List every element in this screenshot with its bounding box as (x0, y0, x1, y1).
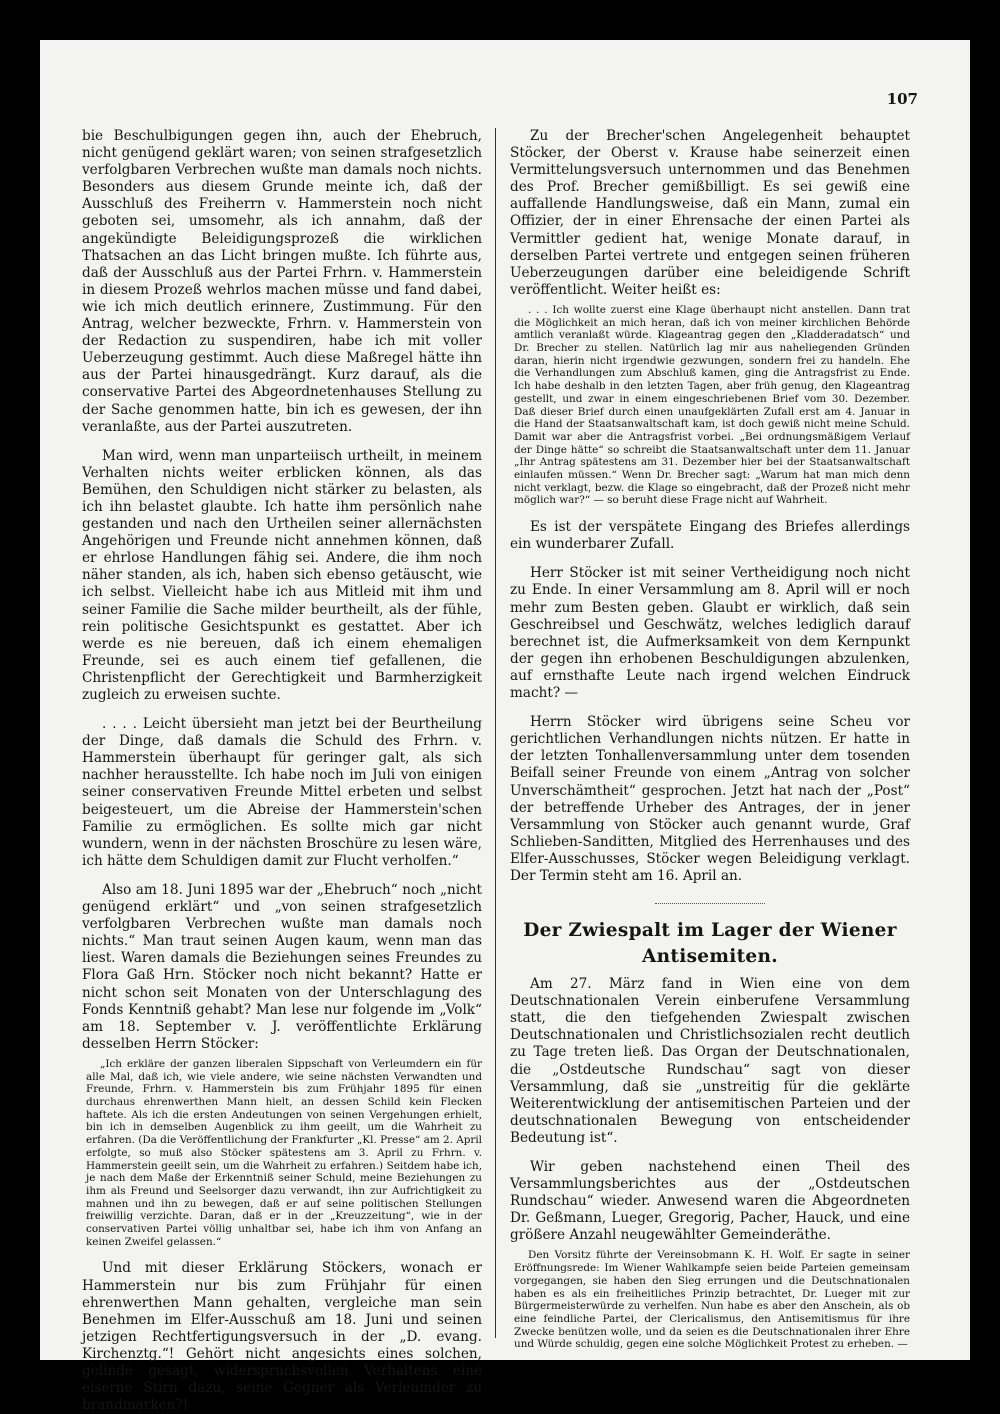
paragraph: Also am 18. Juni 1895 war der „Ehebruch“ noch „nicht genügend erklärt“ und „von seinen strafgesetzlich verfolgbaren Verbrechen wußte man damals noch nichts.“ Man traut seinen Augen kaum, wenn man das liest. Waren damals die Beziehungen seines Freundes zu Flora Gaß Hrn. Stöcker noch nicht bekannt? Hatte er nicht schon seit Monaten von der Unterschlagung des Fonds Kenntniß gehabt? Man lese nur folgende im „Volk“ am 18. September v. J. veröffentlichte Erklärung desselben Herrn Stöcker: (82, 881, 482, 1052)
quoted-statement: . . . Ich wollte zuerst eine Klage überhaupt nicht anstellen. Dann trat die Möglichkeit an mich heran, daß ich von meiner kirchlichen Behörde amtlich veranlaßt würde. Klageantrag gegen den „Kladderadatsch“ und Dr. Brecher zu stellen. Natürlich lag mir aus naheliegenden Gründen daran, hierin nicht irgendwie gezwungen, sondern frei zu handeln. Ehe die Verhandlungen zum Abschluß kamen, ging die Antragsfrist zu Ende. Ich habe deshalb in den letzten Tagen, aber früh genug, den Klageantrag gestellt, und zwar in einem eingeschriebenen Brief vom 30. Dezember. Daß dieser Brief durch einen unaufgeklärten Zufall erst am 4. Januar in die Hand der Staatsanwaltschaft kam, ist doch gewiß nicht meine Schuld. Damit war aber die Antragsfrist vorbei. „Bei ordnungsmäßigem Verlauf der Dinge hätte“ so schreibt die Staatsanwaltschaft unter dem 11. Januar „Ihr Antrag spätestens am 31. Dezember hier bei der Staatsanwaltschaft einlaufen müssen.“ Wenn Dr. Brecher sagt: „Warum hat man mich denn nicht verklagt, bezw. die Klage so eingebracht, daß der Prozeß nicht mehr möglich war?“ — so beruht diese Frage nicht auf Wahrheit. (514, 303, 910, 507)
paragraph: bie Beschulbigungen gegen ihn, auch der Ehebruch, nicht genügend geklärt waren; von seinen strafgesetzlich verfolgbaren Verbrechen wußte man damals noch nichts. Besonders aus diesem Grunde meinte ich, daß der Ausschluß des Freiherrn v. Hammerstein noch nicht geboten sei, umsomehr, als ich annahm, daß der angekündigte Beleidigungsprozeß die wirklichen Thatsachen an das Licht bringen mußte. Ich führte aus, daß der Ausschluß aus der Partei Frhrn. v. Hammerstein in diesem Prozeß wehrlos machen müsse und fand dabei, wie ich mich deutlich erinnere, Zustimmung. Für den Antrag, welcher bezweckte, Frhrn. v. Hammerstein von der Redaction zu suspendiren, habe ich mit voller Ueberzeugung gestimmt. Auch diese Maßregel hätte ihn aus der Partei hinausgedrängt. Kurz darauf, als die conservative Partei des Abgeordnetenhauses Stellung zu der Sache genommen hatte, bin ich es gewesen, der ihn veranlaßte, aus der Partei auszutreten. (82, 128, 482, 435)
paragraph: Man wird, wenn man unparteiisch urtheilt, in meinem Verhalten nichts weiter erblicken können, als das Bemühen, den Schuldigen nicht stärker zu belasten, als ich ihn belastet glaubte. Ich hatte ihm persönlich nahe gestanden und nach den Urtheilen seiner allernächsten Angehörigen und Freunde nicht annehmen können, daß er ehrlose Handlungen fähig sei. Andere, die ihm noch näher standen, als ich, haben sich ebenso getäuscht, wie ich selbst. Vielleicht habe ich aus Mitleid mit ihm und seiner Familie die Sache milder beurtheilt, als der fühle, rein politische Gesichtspunkt es gestattet. Aber ich werde es nie bereuen, daß ich einem ehemaligen Freunde, sei es auch einem tief gefallenen, die Christenpflicht der Gerechtigkeit und Barmherzigkeit zugleich zu erweisen suchte. (82, 447, 482, 703)
quoted-statement: „Ich erkläre der ganzen liberalen Sippschaft von Verleumdern ein für alle Mal, daß ich, wie viele andere, wie seine nächsten Verwandten und Freunde, Frhrn. v. Hammerstein bis zum Frühjahr 1895 für einen durchaus ehrenwerthen Mann hielt, an dessen Schild kein Flecken haftete. Als ich die ersten Andeutungen von seinen Vergehungen erhielt, bin ich in demselben Augenblick zu ihm geeilt, um die Wahrheit zu erfahren. (Da die Veröffentlichung der Frankfurter „Kl. Presse“ am 2. April erfolgte, so muß also Stöcker spätestens am 3. April zu Frhrn. v. Hammerstein geeilt sein, um die Wahrheit zu erfahren.) Seitdem habe ich, je nach dem Maße der Erkenntniß seiner Schuld, meine Beziehungen zu ihm als Freund und Seelsorger dazu verwandt, ihn zur Aufrichtigkeit zu mahnen und ihn zu bewegen, daß er auf seine politischen Stellungen freiwillig verzichte. Daran, daß er in der „Kreuzzeitung“, wie in der conservativen Partei völlig unhaltbar sei, habe ich ihm von Anfang an keinen Zweifel gelassen.“ (86, 1057, 482, 1248)
article-separator (655, 903, 765, 904)
paragraph: Am 27. März fand in Wien eine von dem Deutschnationalen Verein einberufene Versammlung statt, die den tiefgehenden Zwiespalt zwischen Deutschnationalen und Christlichsozialen recht deutlich zu Tage treten ließ. Das Organ der Deutschnationalen, die „Ostdeutsche Rundschau“ sagt von dieser Versammlung, daß sie „unstreitig für die geklärte Weiterentwicklung der antisemitischen Parteien und der deutschnationalen Bewegung von entscheidender Bedeutung ist“. (510, 976, 910, 1146)
page-number: 107 (886, 90, 918, 108)
column-divider (495, 128, 496, 1338)
newspaper-page (40, 40, 970, 1414)
paragraph: Herr Stöcker ist mit seiner Vertheidigung noch nicht zu Ende. In einer Versammlung am 8. April will er noch mehr zum Besten geben. Glaubt er wirklich, daß sein Geschreibsel und Geschwätz, welches lediglich darauf berechnet ist, die Aufmerksamkeit von dem Kernpunkt der gegen ihn erhobenen Beschuldigungen abzulenken, auf ernsthafte Leute nach irgend welchen Eindruck macht? — (510, 565, 910, 702)
paragraph: . . . . Leicht übersieht man jetzt bei der Beurtheilung der Dinge, daß damals die Schuld des Frhrn. v. Hammerstein überhaupt für geringer galt, als sich nachher herausstellte. Ich habe noch im Juli von einigen seiner conservativen Freunde Mittel erbeten und selbst beigesteuert, um die Abreise der Hammerstein'schen Familie zu ermöglichen. Es sollte mich gar nicht wundern, wenn in der nächsten Broschüre zu lesen wäre, ich hätte dem Schuldigen damit zur Flucht verholfen.“ (82, 716, 482, 869)
article-heading: Der Zwiespalt im Lager der Wiener Antisemiten. (523, 920, 897, 968)
paragraph: Es ist der verspätete Eingang des Briefes allerdings ein wunderbarer Zufall. (510, 519, 910, 553)
paragraph: Wir geben nachstehend einen Theil des Versammlungsberichtes aus der „Ostdeutschen Rundschau“ wieder. Anwesend waren die Abgeordneten Dr. Geßmann, Lueger, Gregorig, Pacher, Hauck, und eine größere Anzahl neugewählter Gemeinderäthe. (510, 1159, 910, 1244)
paragraph: Und mit dieser Erklärung Stöckers, wonach er Hammerstein nur bis zum Frühjahr für einen ehrenwerthen Mann gehalten, vergleiche man sein Benehmen im Elfer-Ausschuß am 18. Juni und seinen jetzigen Rechtfertigungsversuch in der „D. evang. Kirchenztg.“! Gehört nicht angesichts eines solchen, gelinde gesagt, widerspruchsvollen Verhaltens eine eiserne Stirn dazu, seine Gegner als Verleumder zu brandmarken?! (82, 1260, 482, 1414)
right-column (510, 128, 910, 1351)
left-column (82, 128, 482, 1414)
quoted-statement: Den Vorsitz führte der Vereinsobmann K. H. Wolf. Er sagte in seiner Eröffnungsrede: Im Wiener Wahlkampfe seien beide Parteien gemeinsam vorgegangen, sie haben den Sieg errungen und die Deutschnationalen haben es als ein freiheitliches Prinzip betrachtet, Dr. Lueger mit zur Bürgermeisterwürde zu verhelfen. Nun habe es aber den Anschein, als ob eine feindliche Partei, der Clericalismus, den Antisemitismus für ihre Zwecke benützen wolle, und da seien es die Deutschnationalen ihrer Ehre und Würde schuldig, gegen eine solche Möglichkeit Protest zu erheben. — (514, 1249, 910, 1351)
paragraph: Herrn Stöcker wird übrigens seine Scheu vor gerichtlichen Verhandlungen nichts nützen. Er hatte in der letzten Tonhallenversammlung unter dem tosenden Beifall seiner Freunde von einem „Antrag von solcher Unverschämtheit“ gesprochen. Jetzt hat nach der „Post“ der betreffende Urheber des Antrages, der in jener Versammlung von Stöcker auch genannt wurde, Graf Schlieben-Sanditten, Mitglied des Herrenhauses und des Elfer-Ausschusses, Stöcker wegen Beleidigung verklagt. Der Termin steht am 16. April an. (510, 714, 910, 884)
paragraph: Zu der Brecher'schen Angelegenheit behauptet Stöcker, der Oberst v. Krause habe seinerzeit einen Vermittelungsversuch unternommen und das Benehmen des Prof. Brecher gemißbilligt. Es sei gewiß eine auffallende Handlungsweise, daß ein Mann, zumal ein Offizier, der in einer Ehrensache der einen Partei als Vermittler gedient hat, wenige Monate darauf, in derselben Partei vertrete und entgegen seinen früheren Ueberzeugungen darüber eine beleidigende Schrift veröffentlicht. Weiter heißt es: (510, 128, 910, 298)
